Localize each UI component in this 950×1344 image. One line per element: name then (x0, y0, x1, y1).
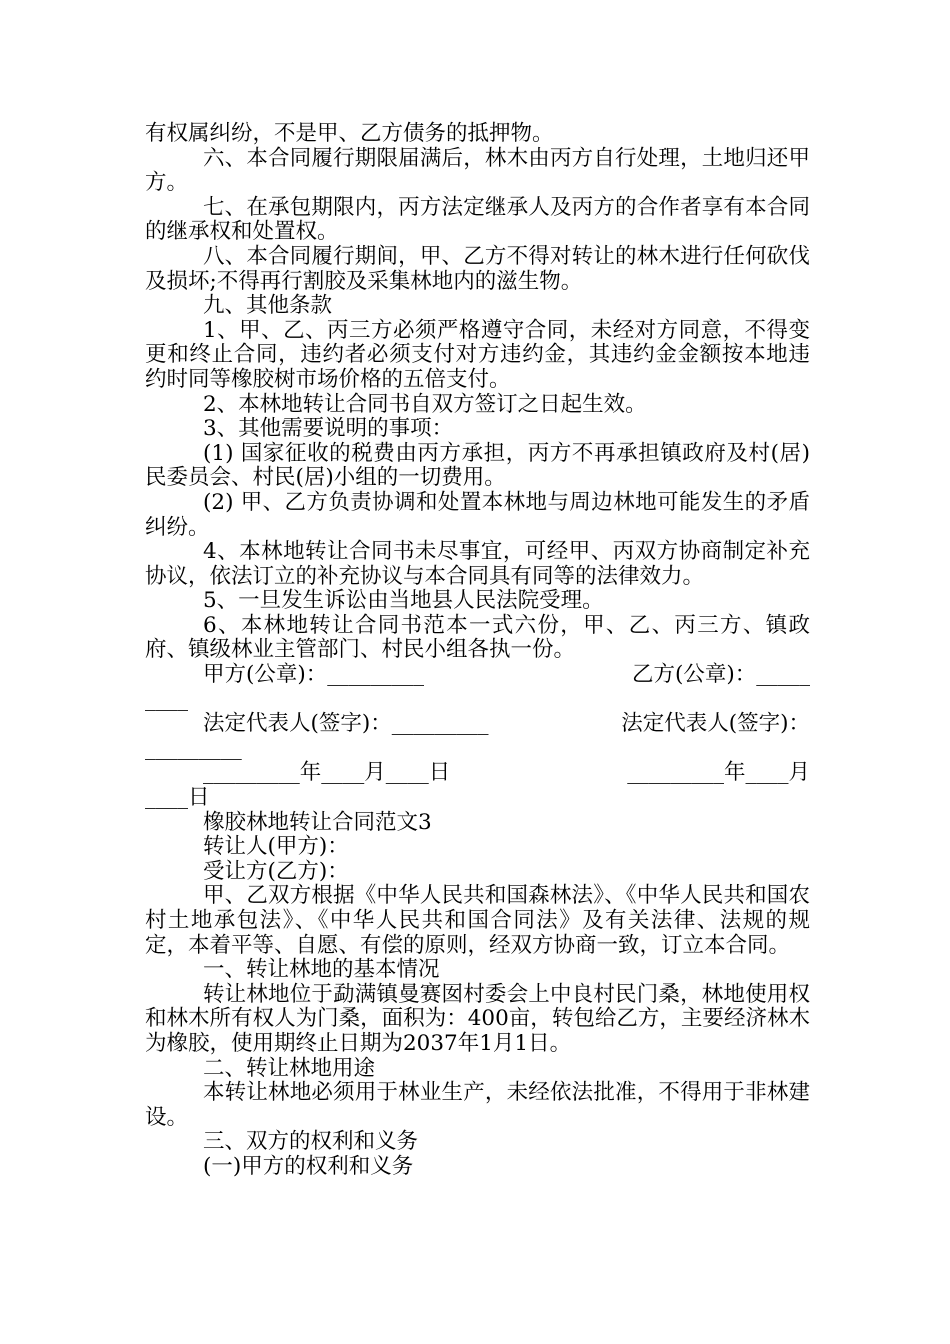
party-b-date: _________年____月 (627, 760, 810, 786)
party-b-seal: 乙方(公章)：_____ (631, 662, 810, 688)
signature-row-seal (145, 663, 810, 688)
paragraph: (2) 甲、乙方负责协调和处置本林地与周边林地可能发生的矛盾纠纷。 (145, 489, 810, 540)
party-a-representative: 法定代表人(签字)：_________ (203, 711, 489, 737)
paragraph: 橡胶林地转让合同范文3 (203, 809, 432, 835)
signature-row-date (145, 761, 810, 786)
paragraph: 二、转让林地用途 (203, 1055, 376, 1081)
paragraph: 三、双方的权利和义务 (203, 1129, 419, 1155)
paragraph: 5、一旦发生诉讼由当地县人民法院受理。 (203, 588, 604, 614)
paragraph: 3、其他需要说明的事项： (203, 416, 454, 442)
paragraph: 转让人(甲方)： (203, 834, 349, 860)
party-b-representative-continued: _________ (145, 735, 242, 761)
paragraph: 九、其他条款 (203, 293, 333, 319)
paragraph: (1) 国家征收的税费由丙方承担，丙方不再承担镇政府及村(居)民委员会、村民(居)小组的一切费用。 (145, 440, 810, 491)
paragraph: 6、本林地转让合同书范本一式六份，甲、乙、丙三方、镇政府、镇级林业主管部门、村民小组各执一份。 (145, 612, 810, 663)
party-b-representative: 法定代表人(签字)： (621, 711, 810, 737)
paragraph: (一)甲方的权利和义务 (203, 1153, 414, 1179)
contract-clauses (145, 122, 810, 663)
party-a-date: _________年____月____日 (203, 760, 451, 786)
paragraph: 甲、乙双方根据《中华人民共和国森林法》、《中华人民共和国农村土地承包法》、《中华人民共和国合同法》及有关法律、法规的规定，本着平等、自愿、有偿的原则，经双方协商一致，订立本合同。 (145, 883, 810, 958)
party-a-seal: 甲方(公章)：_________ (203, 662, 425, 688)
paragraph: 本转让林地必须用于林业生产，未经依法批准，不得用于非林建设。 (145, 1080, 810, 1130)
paragraph: 受让方(乙方)： (203, 858, 349, 884)
party-b-date-continued: ____日 (145, 785, 210, 811)
paragraph: 六、本合同履行期限届满后，林木由丙方自行处理，土地归还甲方。 (145, 145, 810, 196)
signature-row-representative (145, 712, 810, 737)
document-page (145, 122, 810, 1180)
contract-template-3 (145, 811, 810, 1180)
paragraph: 4、本林地转让合同书未尽事宜，可经甲、丙双方协商制定补充协议，依法订立的补充协议与本合同具有同等的法律效力。 (145, 539, 810, 589)
party-b-seal-continued: ____ (145, 686, 188, 712)
paragraph: 转让林地位于勐满镇曼赛囡村委会上中良村民门桑，林地使用权和林木所有权人为门桑，面积为：400亩，转包给乙方，主要经济林木为橡胶，使用期终止日期为2037年1月1日。 (145, 981, 810, 1056)
paragraph: 1、甲、乙、丙三方必须严格遵守合同，未经对方同意，不得变更和终止合同，违约者必须支付对方违约金，其违约金金额按本地违约时同等橡胶树市场价格的五倍支付。 (145, 317, 810, 392)
paragraph: 2、本林地转让合同书自双方签订之日起生效。 (203, 391, 647, 417)
paragraph: 七、在承包期限内，丙方法定继承人及丙方的合作者享有本合同的继承权和处置权。 (145, 194, 810, 245)
paragraph: 八、本合同履行期间，甲、乙方不得对转让的林木进行任何砍伐及损坏;不得再行割胶及采集林地内的滋生物。 (145, 243, 810, 294)
paragraph: 一、转让林地的基本情况 (203, 957, 440, 983)
signature-block (145, 663, 810, 811)
paragraph: 有权属纠纷，不是甲、乙方债务的抵押物。 (145, 121, 554, 146)
